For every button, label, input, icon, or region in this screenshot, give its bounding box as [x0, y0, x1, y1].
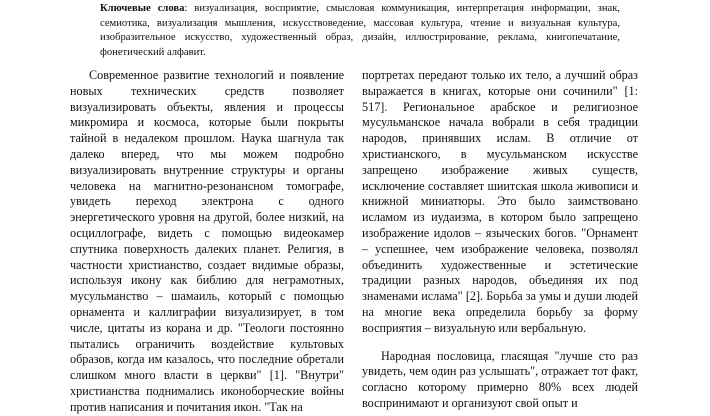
left-column: [70, 68, 344, 416]
keywords-block: [100, 2, 620, 60]
right-paragraph-2: Народная пословица, гласящая "лучше сто раз увидеть, чем один раз услышать", отражает тот факт, согласно которому примерно 80% всех людей воспринимают и организуют свой опыт и: [362, 348, 638, 410]
right-paragraph-1: портретах передают только их тело, а лучший образ выражается в книгах, которые они сочинили" [1: 517]. Региональное арабское и религиозное мусульманское начала вобрали в себя традиции народов, принявших ислам. В отличие от христианского, в мусульманском искусстве запрещено изображение живых существ, исключение составляет шиитская школа живописи и книжной миниатюры. Это было заимствовано исламом из иудаизма, в котором было запрещено изображение идолов – языческих богов. "Орнамент – успешнее, чем изображение человека, позволял объединить художественные и эстетические традиции разных народов, объединяя их под знаменами ислама" [2]. Борьба за умы и души людей на многие века определила борьбу за форму восприятия – визуальную или вербальную.: [362, 68, 638, 335]
keywords-label: Ключевые слова: [100, 3, 185, 14]
left-paragraph: Современное развитие технологий и появление новых технических средств позволяет визуализировать объекты, явления и процессы микромира и космоса, которые были покрыты тайной в недалеком прошлом. Наука шагнула так далеко вперед, что мы можем подробно визуализировать внутренние структуры и органы человека на магнитно-резонансном томографе, увидеть переход электрона с одного энергетического уровня на другой, более низкий, на осциллографе, видеть с помощью видеокамер спутника поверхность далеких планет. Религия, в частности христианство, создает видимые образы, используя икону как библию для неграмотных, мусульманство – шамаиль, который с помощью орнамента и каллиграфии визуализирует, в том числе, цитаты из корана и др. "Теологи постоянно пытались ограничить воздействие культовых образов, когда им казалось, что последние обретали слишком много власти в церкви" [1]. "Внутри" христианства поднимались иконоборческие войны против написания и почитания икон. "Так на: [70, 68, 344, 414]
right-column: [362, 68, 638, 412]
keywords-text: : визуализация, восприятие, смысловая коммуникация, интерпретация информации, знак, семиотика, визуализация мышления, искусствоведение, массовая культура, чтение и визуальная культура, изобразительное искусство, художественный образ, дизайн, иллюстрирование, реклама, книгопечатание, фонетический алфавит.: [100, 3, 620, 58]
